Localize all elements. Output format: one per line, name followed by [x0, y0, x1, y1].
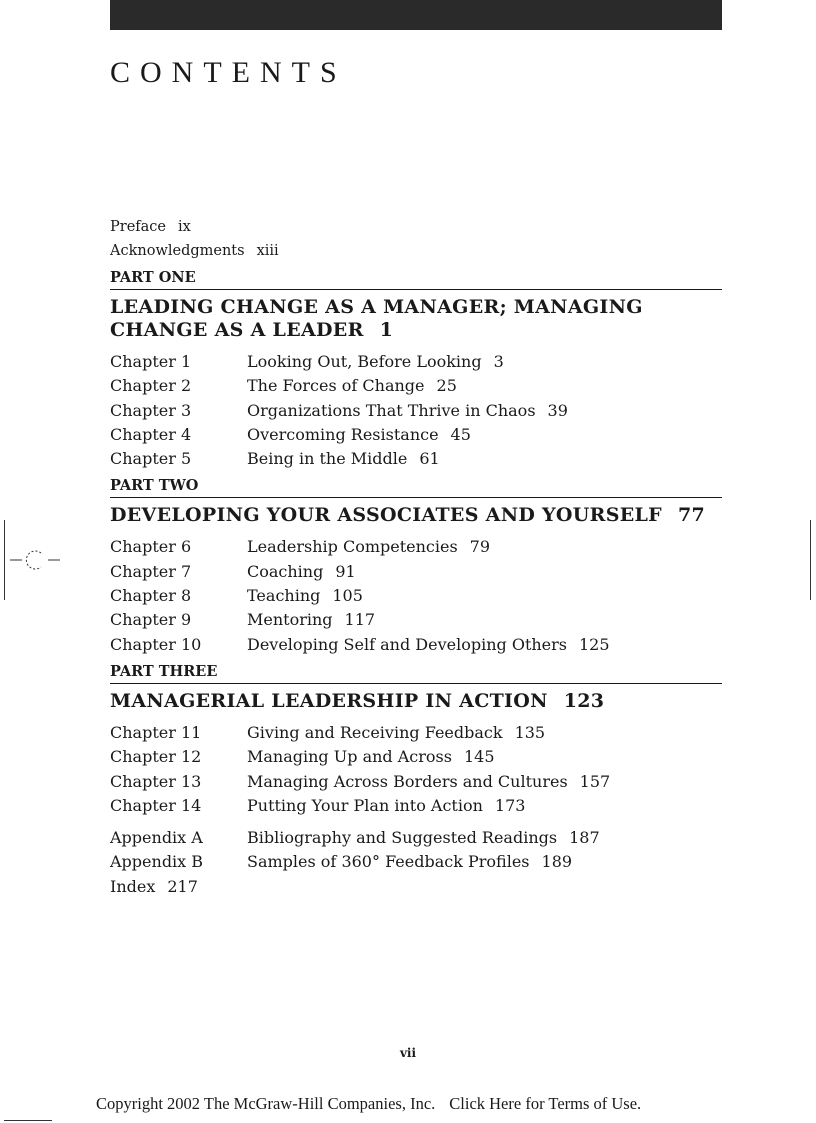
- part-title-link[interactable]: [110, 690, 722, 713]
- chapter-title: Overcoming Resistance: [247, 424, 439, 444]
- part-page: 1: [379, 319, 394, 341]
- chapter-list: [110, 535, 722, 656]
- chapter-page: 173: [494, 795, 526, 815]
- part-two: [110, 477, 722, 656]
- chapter-page: 157: [579, 771, 611, 791]
- chapter-label: Chapter 3: [110, 400, 192, 420]
- terms-of-use-link[interactable]: Click Here for Terms of Use.: [449, 1094, 642, 1113]
- chapter-title: The Forces of Change: [247, 376, 425, 396]
- toc-entry-chapter-1[interactable]: [110, 350, 722, 374]
- page-title: CONTENTS: [110, 56, 347, 89]
- toc-entry-acknowledgments[interactable]: [110, 239, 722, 263]
- chapter-label: Chapter 4: [110, 424, 192, 444]
- part-divider: [110, 289, 722, 290]
- toc-entry-chapter-3[interactable]: [110, 399, 722, 423]
- chapter-title: Leadership Competencies: [247, 537, 458, 557]
- toc-entry-chapter-6[interactable]: [110, 535, 722, 559]
- chapter-title: Putting Your Plan into Action: [247, 795, 483, 815]
- part-divider: [110, 497, 722, 498]
- crop-mark-bottom: [4, 1120, 52, 1121]
- chapter-label: Chapter 9: [110, 610, 192, 630]
- appendix-title: Samples of 360° Feedback Profiles: [247, 852, 530, 872]
- chapter-page: 25: [436, 376, 457, 396]
- chapter-label: Chapter 11: [110, 722, 202, 742]
- chapter-title: Looking Out, Before Looking: [247, 352, 482, 371]
- chapter-label: Chapter 6: [110, 537, 192, 557]
- toc-entry-appendix-a[interactable]: [110, 826, 722, 850]
- footer: [96, 1094, 641, 1114]
- part-label: PART TWO: [110, 477, 199, 495]
- toc-entry-chapter-9[interactable]: [110, 608, 722, 632]
- copyright-text: Copyright 2002 The McGraw-Hill Companies, Inc.: [96, 1094, 436, 1113]
- chapter-label: Chapter 10: [110, 634, 202, 654]
- appendix-title: Bibliography and Suggested Readings: [247, 828, 558, 848]
- chapter-page: 117: [344, 610, 376, 630]
- toc-entry-chapter-8[interactable]: [110, 584, 722, 608]
- part-three: [110, 663, 722, 818]
- chapter-page: 79: [469, 537, 491, 557]
- chapter-page: 105: [332, 586, 363, 606]
- toc-entry-chapter-4[interactable]: [110, 423, 722, 447]
- toc-entry-chapter-10[interactable]: [110, 633, 722, 657]
- appendix-page: 187: [569, 828, 600, 848]
- back-matter-list: [110, 826, 722, 899]
- index-label: Index: [110, 876, 156, 896]
- chapter-title: Teaching: [247, 586, 321, 606]
- part-title: LEADING CHANGE AS A MANAGER; MANAGING CHANGE AS A LEADER: [110, 296, 643, 341]
- chapter-page: 45: [450, 424, 471, 444]
- chapter-title: Being in the Middle: [247, 449, 408, 469]
- chapter-title: Organizations That Thrive in Chaos: [247, 400, 536, 420]
- registration-mark-icon: [10, 548, 60, 572]
- crop-mark-left: [4, 520, 5, 600]
- chapter-label: Chapter 7: [110, 561, 192, 581]
- appendix-label: Appendix A: [110, 828, 203, 848]
- part-label: PART ONE: [110, 269, 196, 286]
- entry-label: Preface: [110, 219, 166, 235]
- chapter-label: Chapter 13: [110, 771, 202, 791]
- chapter-title: Managing Up and Across: [247, 747, 452, 767]
- toc-entry-index[interactable]: [110, 875, 722, 899]
- chapter-label: Chapter 14: [110, 795, 202, 815]
- crop-mark-right: [810, 520, 811, 600]
- chapter-label: Chapter 5: [110, 449, 192, 469]
- part-divider: [110, 683, 722, 684]
- chapter-page: 61: [419, 449, 440, 469]
- toc-entry-chapter-13[interactable]: [110, 770, 722, 794]
- chapter-label: Chapter 8: [110, 586, 192, 606]
- part-label: PART THREE: [110, 662, 218, 680]
- chapter-page: 125: [579, 634, 610, 654]
- page-number: vii: [399, 1046, 417, 1060]
- entry-page: ix: [177, 219, 191, 235]
- toc-entry-chapter-14[interactable]: [110, 794, 722, 818]
- appendix-label: Appendix B: [110, 852, 204, 872]
- toc-entry-chapter-5[interactable]: [110, 447, 722, 471]
- chapter-list: [110, 721, 722, 818]
- part-title: MANAGERIAL LEADERSHIP IN ACTION: [110, 689, 548, 712]
- appendix-page: 189: [541, 852, 573, 872]
- chapter-label: Chapter 1: [110, 352, 192, 371]
- toc-entry-preface[interactable]: [110, 215, 722, 239]
- part-page: 77: [677, 504, 706, 527]
- chapter-list: [110, 350, 722, 471]
- chapter-title: Mentoring: [247, 610, 333, 630]
- toc-entry-chapter-12[interactable]: [110, 745, 722, 769]
- chapter-page: 3: [493, 352, 504, 371]
- chapter-title: Giving and Receiving Feedback: [247, 722, 503, 742]
- part-title-link[interactable]: [110, 504, 722, 527]
- toc-entry-appendix-b[interactable]: [110, 850, 722, 874]
- table-of-contents: [110, 215, 722, 899]
- entry-label: Acknowledgments: [110, 243, 245, 259]
- chapter-title: Coaching: [247, 561, 324, 581]
- toc-entry-chapter-2[interactable]: [110, 374, 722, 398]
- part-title: DEVELOPING YOUR ASSOCIATES AND YOURSELF: [110, 504, 662, 527]
- chapter-title: Developing Self and Developing Others: [247, 634, 567, 654]
- entry-page: xiii: [256, 243, 279, 259]
- header-bar: [110, 0, 722, 30]
- toc-entry-chapter-7[interactable]: [110, 560, 722, 584]
- chapter-page: 39: [547, 400, 568, 420]
- part-title-link[interactable]: [110, 296, 722, 342]
- chapter-page: 145: [463, 747, 495, 767]
- part-one: [110, 269, 722, 471]
- chapter-title: Managing Across Borders and Cultures: [247, 771, 568, 791]
- chapter-label: Chapter 2: [110, 376, 192, 396]
- part-page: 123: [563, 689, 605, 712]
- chapter-page: 135: [514, 722, 546, 742]
- index-page: 217: [167, 876, 198, 896]
- chapter-label: Chapter 12: [110, 747, 202, 767]
- chapter-page: 91: [335, 561, 356, 581]
- toc-entry-chapter-11[interactable]: [110, 721, 722, 745]
